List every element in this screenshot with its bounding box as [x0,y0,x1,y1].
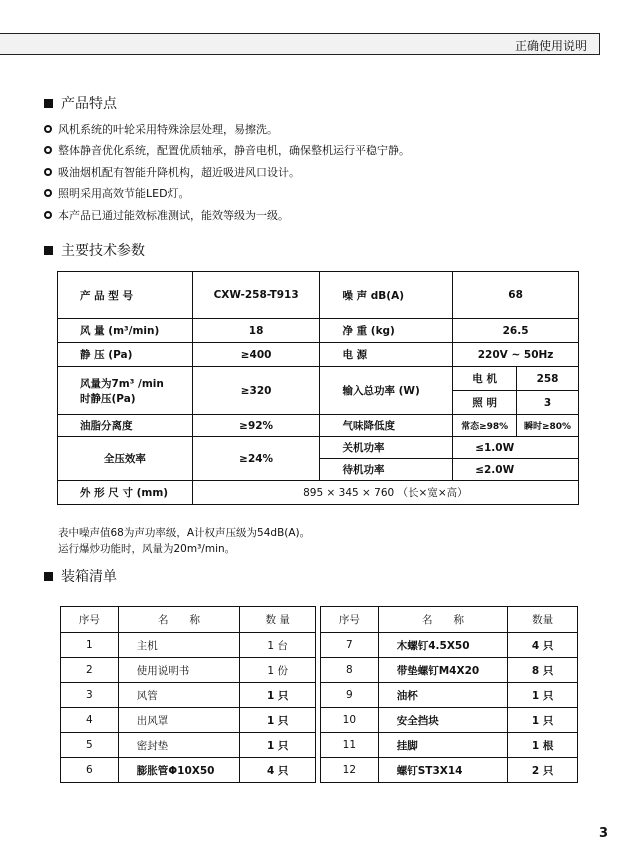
header-name: 名 称 [118,607,240,633]
odor-normal: 常态≥98% [453,415,517,437]
row-name: 带垫螺钉M4X20 [378,658,508,683]
row-no: 1 [61,633,119,658]
table-row [61,633,316,658]
feature-text: 吸油烟机配有智能升降机构，超近吸进风口设计。 [58,165,300,179]
feature-text: 本产品已通过能效标准测试，能效等级为一级。 [58,208,289,222]
power-src-value: 220V ~ 50Hz [453,343,579,367]
feature-text: 整体静音优化系统，配置优质轴承，静音电机，确保整机运行平稳宁静。 [58,144,410,158]
off-power-value: ≤1.0W [453,437,579,459]
odor-instant: 瞬时≥80% [517,415,579,437]
features-title: 产品特点 [61,96,117,112]
row-name: 油杯 [378,683,508,708]
feature-text: 风机系统的叶轮采用特殊涂层处理，易擦洗。 [58,122,278,136]
power-src-label: 电 源 [320,343,453,367]
header-title: 正确使用说明 [514,39,587,53]
table-row [321,658,578,683]
row-qty: 1 只 [240,733,316,758]
noise-label: 噪 声 dB(A) [320,272,453,319]
features-heading [44,93,117,113]
row-qty: 8 只 [508,658,578,683]
weight-value: 26.5 [453,319,579,343]
row-qty: 1 份 [240,658,316,683]
packing-table-left [60,606,316,783]
spec-table [57,271,579,505]
row-name: 螺钉ST3X14 [378,758,508,783]
light-value: 3 [517,391,579,415]
table-row [61,708,316,733]
circle-bullet-icon [44,125,52,133]
row-qty: 1 只 [240,683,316,708]
row-no: 8 [321,658,379,683]
row-name: 挂脚 [378,733,508,758]
airflow-value: 18 [192,319,320,343]
feature-item [44,140,410,162]
dims-value: 895 × 345 × 760 （长×宽×高） [192,481,578,505]
static-value: ≥400 [192,343,320,367]
static-label: 静 压 (Pa) [58,343,193,367]
square-bullet-icon [44,572,53,581]
input-power-label: 输入总功率 (W) [320,367,453,415]
row-qty: 4 只 [508,633,578,658]
row-name: 出风罩 [118,708,240,733]
table-row [321,633,578,658]
row-qty: 2 只 [508,758,578,783]
motor-label: 电 机 [453,367,517,391]
header-bar [0,33,600,55]
standby-value: ≤2.0W [453,459,579,481]
static7-label-line1: 风量为7m³ /min [80,377,164,390]
row-name: 膨胀管Φ10X50 [118,758,240,783]
row-no: 2 [61,658,119,683]
motor-value: 258 [517,367,579,391]
airflow-label: 风 量 (m³/min) [58,319,193,343]
header-qty: 数 量 [240,607,316,633]
feature-item [44,204,410,226]
header-qty: 数量 [508,607,578,633]
circle-bullet-icon [44,146,52,154]
weight-label: 净 重 (kg) [320,319,453,343]
grease-label: 油脂分离度 [58,415,193,437]
model-label: 产 品 型 号 [58,272,193,319]
table-row [321,758,578,783]
row-name: 主机 [118,633,240,658]
note-2: 运行爆炒功能时，风量为20m³/min。 [58,543,236,555]
table-row [321,683,578,708]
feature-text: 照明采用高效节能LED灯。 [58,187,190,201]
table-row [61,733,316,758]
specs-title: 主要技术参数 [61,243,145,259]
row-name: 风管 [118,683,240,708]
row-name: 安全挡块 [378,708,508,733]
row-name: 使用说明书 [118,658,240,683]
static7-label [58,367,193,415]
table-row [321,708,578,733]
noise-value: 68 [453,272,579,319]
circle-bullet-icon [44,211,52,219]
header-no: 序号 [321,607,379,633]
feature-item [44,118,410,140]
row-qty: 4 只 [240,758,316,783]
odor-label: 气味降低度 [320,415,453,437]
packing-table-right [320,606,578,783]
row-no: 5 [61,733,119,758]
row-no: 10 [321,708,379,733]
feature-item [44,161,410,183]
row-no: 3 [61,683,119,708]
specs-heading [44,240,145,260]
table-row [61,683,316,708]
row-no: 6 [61,758,119,783]
note-1: 表中噪声值68为声功率级，A计权声压级为54dB(A)。 [58,527,311,539]
table-row [61,758,316,783]
features-list [44,118,410,226]
table-row [61,658,316,683]
off-power-label: 关机功率 [320,437,453,459]
page-number: 3 [598,826,608,841]
efficiency-label: 全压效率 [58,437,193,481]
row-qty: 1 只 [508,683,578,708]
row-no: 4 [61,708,119,733]
row-qty: 1 只 [240,708,316,733]
standby-label: 待机功率 [320,459,453,481]
row-no: 9 [321,683,379,708]
circle-bullet-icon [44,189,52,197]
static7-label-line2: 时静压(Pa) [80,392,136,405]
square-bullet-icon [44,99,53,108]
row-qty: 1 台 [240,633,316,658]
feature-item [44,183,410,205]
header-name: 名 称 [378,607,508,633]
static7-value: ≥320 [192,367,320,415]
row-qty: 1 只 [508,708,578,733]
row-no: 7 [321,633,379,658]
dims-label: 外 形 尺 寸 (mm) [58,481,193,505]
packing-title: 装箱清单 [61,569,117,585]
circle-bullet-icon [44,168,52,176]
light-label: 照 明 [453,391,517,415]
row-no: 12 [321,758,379,783]
row-name: 密封垫 [118,733,240,758]
row-no: 11 [321,733,379,758]
efficiency-value: ≥24% [192,437,320,481]
header-no: 序号 [61,607,119,633]
grease-value: ≥92% [192,415,320,437]
model-value: CXW-258-T913 [192,272,320,319]
packing-heading [44,566,117,586]
square-bullet-icon [44,246,53,255]
row-qty: 1 根 [508,733,578,758]
row-name: 木螺钉4.5X50 [378,633,508,658]
table-row [321,733,578,758]
